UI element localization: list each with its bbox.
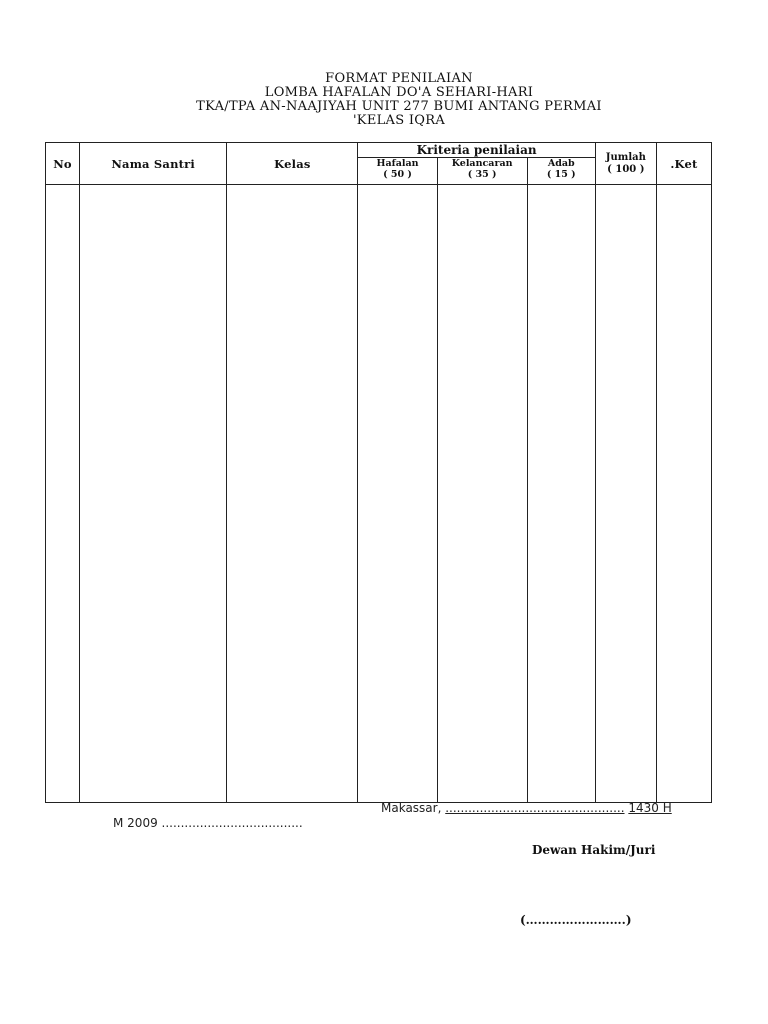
kelancaran-max: ( 35 ) [467, 169, 497, 180]
masehi-year: M 2009 [113, 816, 158, 830]
col-header-nama-santri: Nama Santri [80, 143, 227, 185]
cell-adab[interactable] [527, 185, 595, 803]
col-header-hafalan [358, 158, 437, 185]
hafalan-max: ( 50 ) [383, 169, 412, 180]
signature-blank[interactable]: (…………………….) [520, 913, 632, 927]
title-line-4: 'KELAS IQRA [352, 113, 446, 128]
table-body-row [46, 185, 712, 803]
signer-title: Dewan Hakim/Juri [532, 843, 656, 857]
cell-kelancaran[interactable] [437, 185, 527, 803]
cell-nama-santri[interactable] [80, 185, 227, 803]
col-header-no: No [46, 143, 80, 185]
cell-no[interactable] [46, 185, 80, 803]
cell-ket[interactable] [656, 185, 711, 803]
col-header-jumlah [595, 143, 656, 185]
cell-kelas[interactable] [227, 185, 358, 803]
col-header-kelancaran [437, 158, 527, 185]
title-line-3: TKA/TPA AN-NAAJIYAH UNIT 277 BUMI ANTANG PERMAI [196, 99, 602, 114]
col-header-kriteria-penilaian: Kriteria penilaian [358, 143, 595, 158]
col-header-adab [527, 158, 595, 185]
adab-label: Adab [547, 158, 575, 169]
title-line-1: FORMAT PENILAIAN [325, 71, 473, 86]
jumlah-label: Jumlah [605, 151, 646, 163]
place-date-line [381, 801, 672, 815]
table-header-row [46, 143, 712, 158]
date-blank[interactable]: ............................................... [445, 801, 625, 815]
cell-jumlah[interactable] [595, 185, 656, 803]
col-header-ket: .Ket [656, 143, 711, 185]
masehi-blank[interactable]: ..................................... [161, 816, 303, 830]
masehi-line [113, 816, 303, 830]
hijri-year: 1430 H [628, 801, 672, 815]
document-title [0, 72, 768, 128]
hafalan-label: Hafalan [376, 158, 419, 169]
score-table [45, 142, 712, 803]
col-header-kelas: Kelas [227, 143, 358, 185]
jumlah-max: ( 100 ) [607, 163, 645, 175]
adab-max: ( 15 ) [546, 169, 576, 180]
title-line-2: LOMBA HAFALAN DO'A SEHARI-HARI [264, 85, 534, 100]
kelancaran-label: Kelancaran [451, 158, 513, 169]
place-label: Makassar, [381, 801, 442, 815]
cell-hafalan[interactable] [358, 185, 437, 803]
